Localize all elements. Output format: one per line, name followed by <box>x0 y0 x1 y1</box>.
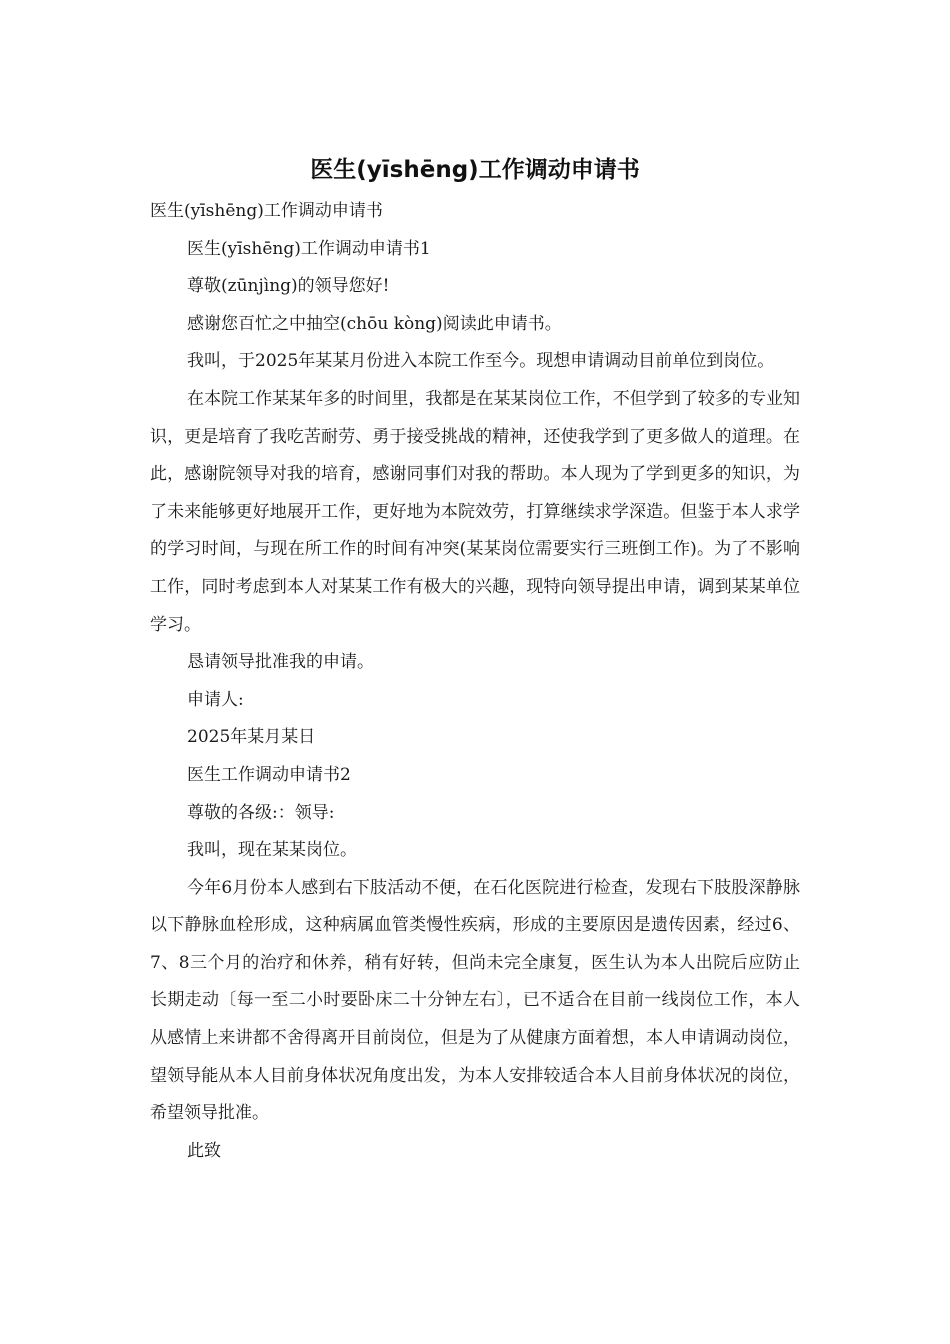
paragraph: 我叫，于2025年某某月份进入本院工作至今。现想申请调动目前单位到岗位。 <box>187 351 775 372</box>
paragraph: 在本院工作某某年多的时间里，我都是在某某岗位工作，不但学到了较多的专业知识，更是培育了我吃苦耐劳、勇于接受挑战的精神，还使我学到了更多做人的道理。在此，感谢院领导对我的培育，感谢同事们对我的帮助。本人现为了学到更多的知识，为了未来能够更好地展开工作，更好地为本院效劳，打算继续求学深造。但鉴于本人求学的学习时间，与现在所工作的时间有冲突(某某岗位需要实行三班倒工作)。为了不影响工作，同时考虑到本人对某某工作有极大的兴趣，现特向领导提出申请，调到某某单位学习。 <box>150 388 800 635</box>
document-body <box>150 193 800 1170</box>
paragraph: 此致 <box>187 1140 221 1161</box>
paragraph: 恳请领导批准我的申请。 <box>187 652 374 673</box>
paragraph: 医生(yīshēng)工作调动申请书 <box>150 201 383 221</box>
paragraph: 医生工作调动申请书2 <box>187 764 351 785</box>
paragraph: 感谢您百忙之中抽空(chōu kòng)阅读此申请书。 <box>187 313 562 334</box>
paragraph: 今年6月份本人感到右下肢活动不便，在石化医院进行检查，发现右下肢股深静脉以下静脉血栓形成，这种病属血管类慢性疾病，形成的主要原因是遗传因素，经过6、7、8三个月的治疗和休养，稍有好转，但尚未完全康复，医生认为本人出院后应防止长期走动〔每一至二小时要卧床二十分钟左右〕，已不适合在目前一线岗位工作，本人从感情上来讲都不舍得离开目前岗位，但是为了从健康方面着想，本人申请调动岗位，望领导能从本人目前身体状况角度出发，为本人安排较适合本人目前身体状况的岗位，希望领导批准。 <box>150 877 800 1124</box>
paragraph: 申请人: <box>187 689 244 710</box>
paragraph: 尊敬的各级:：领导: <box>187 802 335 823</box>
paragraph: 医生(yīshēng)工作调动申请书1 <box>187 238 431 259</box>
document-title: 医生(yīshēng)工作调动申请书 <box>310 157 640 183</box>
paragraph: 尊敬(zūnjìng)的领导您好! <box>187 276 390 297</box>
paragraph: 2025年某月某日 <box>187 727 316 748</box>
paragraph: 我叫，现在某某岗位。 <box>187 840 357 861</box>
